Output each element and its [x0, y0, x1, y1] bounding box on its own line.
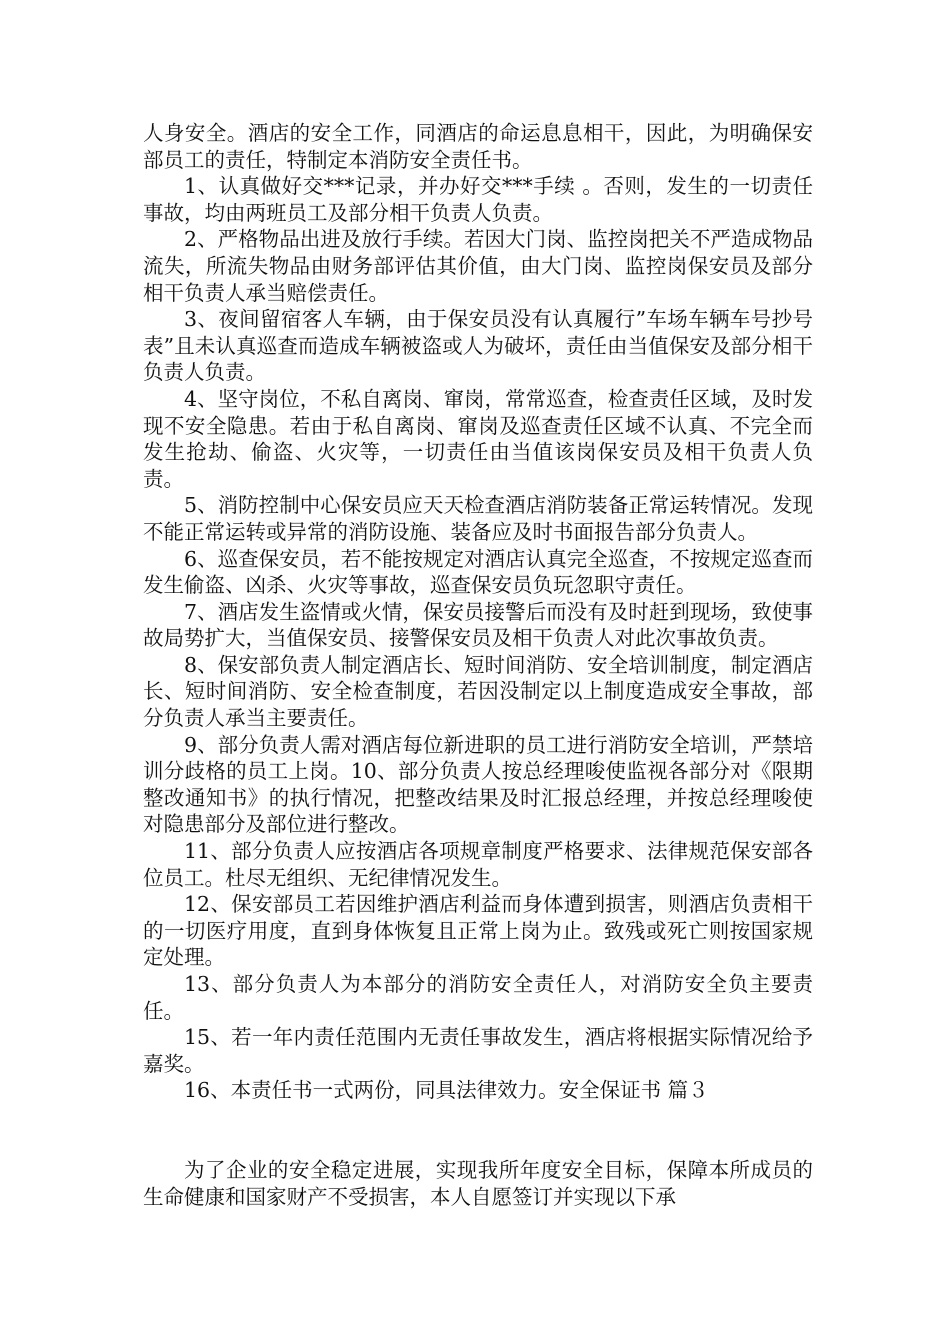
- paragraph-item-11: 11、部分负责人应按酒店各项规章制度严格要求、法律规范保安部各位员工。杜尽无组织、无纪律情况发生。: [143, 839, 813, 890]
- paragraph-item-9: 9、部分负责人需对酒店每位新进职的员工进行消防安全培训，严禁培训分歧格的员工上岗。10、部分负责人按总经理唆使监视各部分对《限期整改通知书》的执行情况，把整改结果及时汇报总经理，并按总经理唆使对隐患部分及部位进行整改。: [143, 732, 813, 837]
- paragraph-item-16: 16、本责任书一式两份，同具法律效力。安全保证书 篇３: [184, 1078, 709, 1103]
- paragraph-item-3: 3、夜间留宿客人车辆，由于保安员没有认真履行”车场车辆车号抄号表”且未认真巡查而造成车辆被盗或人为破坏，责任由当值保安及部分相干负责人负责。: [143, 307, 813, 385]
- paragraph-item-1: 1、认真做好交***记录，并办好交***手续 。否则，发生的一切责任事故，均由两班员工及部分相干负责人负责。: [143, 174, 813, 225]
- paragraph-item-6: 6、巡查保安员，若不能按规定对酒店认真完全巡查，不按规定巡查而发生偷盗、凶杀、火灾等事故，巡查保安员负玩忽职守责任。: [143, 546, 813, 598]
- paragraph-item-13: 13、部分负责人为本部分的消防安全责任人，对消防安全负主要责任。: [143, 972, 813, 1023]
- paragraph-item-12: 12、保安部员工若因维护酒店利益而身体遭到损害，则酒店负责相干的一切医疗用度，直到身体恢复且正常上岗为止。致残或死亡则按国家规定处理。: [143, 892, 813, 970]
- paragraph-pledge: 为了企业的安全稳定进展，实现我所年度安全目标，保障本所成员的生命健康和国家财产不受损害，本人自愿签订并实现以下承: [143, 1157, 813, 1209]
- paragraph-intro: 人身安全。酒店的安全工作，同酒店的命运息息相干，因此，为明确保安部员工的责任，特制定本消防安全责任书。: [143, 121, 813, 172]
- paragraph-item-7: 7、酒店发生盗情或火情，保安员接警后而没有及时赶到现场，致使事故局势扩大，当值保安员、接警保安员及相干负责人对此次事故负责。: [143, 599, 813, 651]
- paragraph-item-8: 8、保安部负责人制定酒店长、短时间消防、安全培训制度，制定酒店长、短时间消防、安全检查制度，若因没制定以上制度造成安全事故，部分负责人承当主要责任。: [143, 652, 813, 731]
- paragraph-item-5: 5、消防控制中心保安员应天天检查酒店消防装备正常运转情况。发现不能正常运转或异常的消防设施、装备应及时书面报告部分负责人。: [143, 493, 813, 544]
- document-body: [143, 120, 813, 1210]
- paragraph-item-2: 2、严格物品出进及放行手续。若因大门岗、监控岗把关不严造成物品流失，所流失物品由财务部评估其价值，由大门岗、监控岗保安员及部分相干负责人承当赔偿责任。: [143, 227, 813, 305]
- paragraph-item-4: 4、坚守岗位，不私自离岗、窜岗，常常巡查，检查责任区域，及时发现不安全隐患。若由于私自离岗、窜岗及巡查责任区域不认真、不完全而发生抢劫、偷盗、火灾等，一切责任由当值该岗保安员及相干负责人负责。: [143, 386, 813, 491]
- section-spacer: [143, 1104, 813, 1157]
- paragraph-item-15: 15、若一年内责任范围内无责任事故发生，酒店将根据实际情况给予嘉奖。: [143, 1025, 813, 1076]
